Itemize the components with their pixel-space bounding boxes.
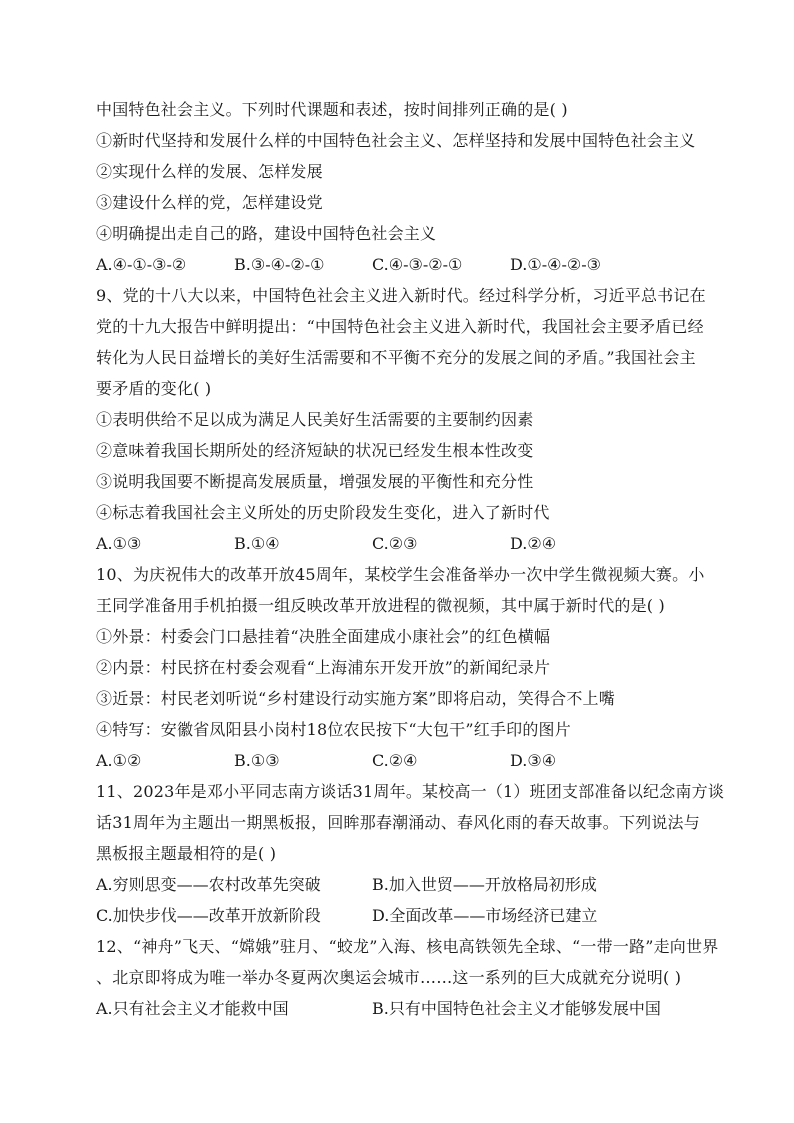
- option-d: D.全面改革——市场经济已建立: [372, 906, 598, 925]
- question-stem: 中国特色社会主义。下列时代课题和表述，按时间排列正确的是( ): [96, 100, 568, 119]
- question-stem: 要矛盾的变化( ): [96, 379, 212, 398]
- statement-item: ③说明我国要不断提高发展质量，增强发展的平衡性和充分性: [96, 472, 534, 491]
- answer-options: [96, 745, 706, 776]
- answer-options: [96, 993, 706, 1024]
- answer-options: [96, 528, 706, 559]
- question-11: [96, 776, 725, 931]
- question-stem: 转化为人民日益增长的美好生活需要和不平衡不充分的发展之间的矛盾。”我国社会主: [96, 348, 696, 367]
- statement-item: ①新时代坚持和发展什么样的中国特色社会主义、怎样坚持和发展中国特色社会主义: [96, 131, 696, 150]
- option-a: A.只有社会主义才能救中国: [96, 999, 289, 1018]
- option-a: A.①②: [96, 751, 142, 770]
- option-d: D.③④: [510, 751, 557, 770]
- statement-item: ④标志着我国社会主义所处的历史阶段发生变化，进入了新时代: [96, 503, 550, 522]
- option-a: A.①③: [96, 534, 142, 553]
- question-8: [96, 94, 706, 280]
- question-12: [96, 931, 719, 1024]
- statement-item: ④特写：安徽省凤阳县小岗村18位农民按下“大包干”红手印的图片: [96, 720, 571, 739]
- answer-options: [96, 900, 706, 931]
- option-d: D.②④: [510, 534, 557, 553]
- statement-item: ②内景：村民挤在村委会观看“上海浦东开发开放”的新闻纪录片: [96, 658, 551, 677]
- option-c: C.④-③-②-①: [372, 255, 463, 274]
- question-10: [96, 559, 706, 776]
- option-c: C.加快步伐——改革开放新阶段: [96, 906, 321, 925]
- option-c: C.②④: [372, 751, 418, 770]
- statement-item: ①外景：村委会门口悬挂着“决胜全面建成小康社会”的红色横幅: [96, 627, 551, 646]
- option-b: B.①③: [234, 751, 280, 770]
- statement-item: ①表明供给不足以成为满足人民美好生活需要的主要制约因素: [96, 410, 534, 429]
- option-b: B.③-④-②-①: [234, 255, 325, 274]
- exam-page: [96, 94, 725, 1024]
- question-stem: 9、党的十八大以来，中国特色社会主义进入新时代。经过科学分析，习近平总书记在: [96, 286, 706, 305]
- question-stem: 黑板报主题最相符的是( ): [96, 844, 277, 863]
- question-stem: 12、“神舟”飞天、“嫦娥”驻月、“蛟龙”入海、核电高铁领先全球、“一带一路”走向世界: [96, 937, 719, 956]
- statement-item: ②意味着我国长期所处的经济短缺的状况已经发生根本性改变: [96, 441, 534, 460]
- question-stem: 11、2023年是邓小平同志南方谈话31周年。某校高一（1）班团支部准备以纪念南方谈: [96, 782, 725, 801]
- option-c: C.②③: [372, 534, 418, 553]
- question-stem: 、北京即将成为唯一举办冬夏两次奥运会城市……这一系列的巨大成就充分说明( ): [96, 968, 682, 987]
- question-stem: 党的十九大报告中鲜明提出：“中国特色社会主义进入新时代，我国社会主要矛盾已经: [96, 317, 704, 336]
- option-a: A.穷则思变——农村改革先突破: [96, 875, 321, 894]
- statement-item: ④明确提出走自己的路，建设中国特色社会主义: [96, 224, 437, 243]
- statement-item: ②实现什么样的发展、怎样发展: [96, 162, 323, 181]
- option-b: B.加入世贸——开放格局初形成: [372, 875, 597, 894]
- answer-options: [96, 869, 706, 900]
- option-b: B.①④: [234, 534, 280, 553]
- question-stem: 10、为庆祝伟大的改革开放45周年，某校学生会准备举办一次中学生微视频大赛。小: [96, 565, 705, 584]
- question-stem: 话31周年为主题出一期黑板报，回眸那春潮涌动、春风化雨的春天故事。下列说法与: [96, 813, 700, 832]
- question-stem: 王同学准备用手机拍摄一组反映改革开放进程的微视频，其中属于新时代的是( ): [96, 596, 665, 615]
- statement-item: ③近景：村民老刘听说“乡村建设行动实施方案”即将启动，笑得合不上嘴: [96, 689, 615, 708]
- option-b: B.只有中国特色社会主义才能够发展中国: [372, 999, 661, 1018]
- statement-item: ③建设什么样的党，怎样建设党: [96, 193, 323, 212]
- answer-options: [96, 249, 706, 280]
- option-d: D.①-④-②-③: [510, 255, 601, 274]
- option-a: A.④-①-③-②: [96, 255, 187, 274]
- question-9: [96, 280, 706, 559]
